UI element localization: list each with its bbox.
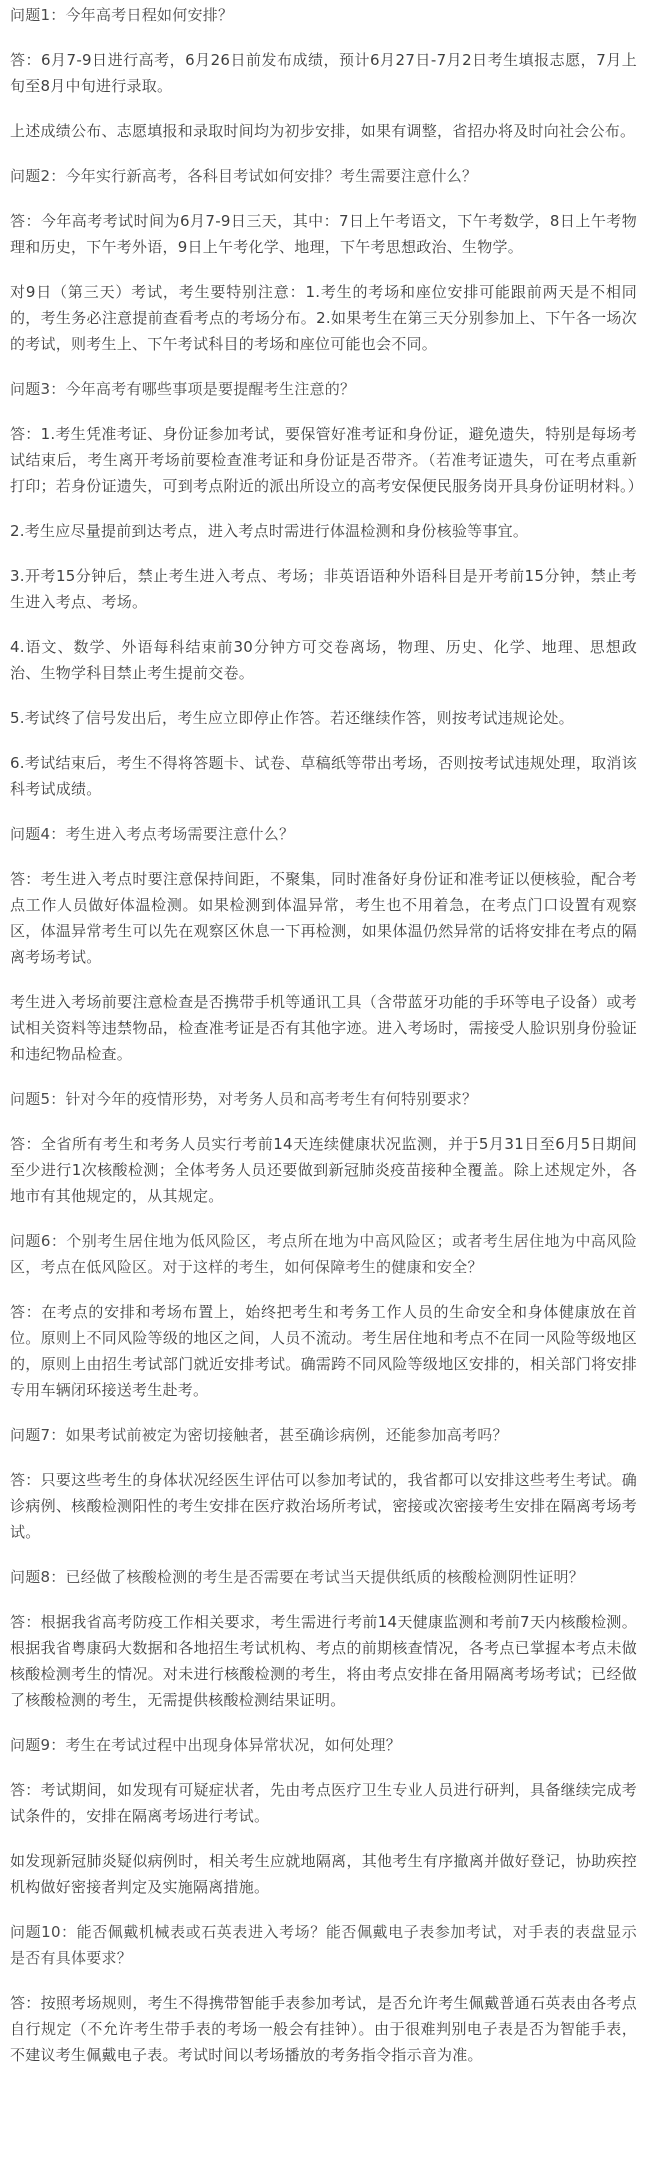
faq-answer-paragraph: 答：今年高考考试时间为6月7-9日三天，其中：7日上午考语文，下午考数学，8日上午考物理和历史，下午考外语，9日上午考化学、地理，下午考思想政治、生物学。 <box>10 212 637 256</box>
faq-answer-paragraph: 答：考试期间，如发现有可疑症状者，先由考点医疗卫生专业人员进行研判，具备继续完成考试条件的，安排在隔离考场进行考试。 <box>10 1781 637 1825</box>
faq-answer-paragraph: 答：全省所有考生和考务人员实行考前14天连续健康状况监测，并于5月31日至6月5日期间至少进行1次核酸检测；全体考务人员还要做到新冠肺炎疫苗接种全覆盖。除上述规定外，各地市有其他规定的，从其规定。 <box>10 1135 637 1205</box>
faq-question: 问题7：如果考试前被定为密切接触者，甚至确诊病例，还能参加高考吗？ <box>10 1426 508 1444</box>
faq-answer-paragraph: 答：1.考生凭准考证、身份证参加考试，要保管好准考证和身份证，避免遗失，特别是每场考试结束后，考生离开考场前要检查准考证和身份证是否带齐。（若准考证遗失，可在考点重新打印；若身份证遗失，可到考点附近的派出所设立的高考安保便民服务岗开具身份证明材料。） <box>10 425 644 495</box>
faq-question: 问题10：能否佩戴机械表或石英表进入考场？能否佩戴电子表参加考试，对手表的表盘显示是否有具体要求？ <box>10 1923 637 1967</box>
faq-answer-paragraph: 考生进入考场前要注意检查是否携带手机等通讯工具（含带蓝牙功能的手环等电子设备）或考试相关资料等违禁物品，检查准考证是否有其他字迹。进入考场时，需接受人脸识别身份验证和违纪物品检查。 <box>10 993 637 1063</box>
faq-answer-paragraph: 答：在考点的安排和考场布置上，始终把考生和考务工作人员的生命安全和身体健康放在首位。原则上不同风险等级的地区之间，人员不流动。考生居住地和考点不在同一风险等级地区的，原则上由招生考试部门就近安排考试。确需跨不同风险等级地区安排的，相关部门将安排专用车辆闭环接送考生赴考。 <box>10 1303 637 1399</box>
faq-question: 问题3：今年高考有哪些事项是要提醒考生注意的？ <box>10 380 356 398</box>
faq-answer-paragraph: 2.考生应尽量提前到达考点，进入考点时需进行体温检测和身份核验等事宜。 <box>10 522 529 540</box>
faq-answer-paragraph: 上述成绩公布、志愿填报和录取时间均为初步安排，如果有调整，省招办将及时向社会公布。 <box>10 122 636 140</box>
faq-question: 问题5：针对今年的疫情形势，对考务人员和高考考生有何特别要求？ <box>10 1090 478 1108</box>
faq-question: 问题9：考生在考试过程中出现身体异常状况，如何处理？ <box>10 1736 402 1754</box>
faq-question: 问题2：今年实行新高考，各科目考试如何安排？考生需要注意什么？ <box>10 167 478 185</box>
faq-answer-paragraph: 答：按照考场规则，考生不得携带智能手表参加考试，是否允许考生佩戴普通石英表由各考点自行规定（不允许考生带手表的考场一般会有挂钟）。由于很难判别电子表是否为智能手表，不建议考生佩戴电子表。考试时间以考场播放的考务指令指示音为准。 <box>10 1994 637 2064</box>
faq-answer-paragraph: 答：6月7-9日进行高考，6月26日前发布成绩，预计6月27日-7月2日考生填报志愿，7月上旬至8月中旬进行录取。 <box>10 51 637 95</box>
faq-answer-paragraph: 3.开考15分钟后，禁止考生进入考点、考场；非英语语种外语科目是开考前15分钟，禁止考生进入考点、考场。 <box>10 567 637 611</box>
faq-question: 问题6：个别考生居住地为低风险区，考点所在地为中高风险区；或者考生居住地为中高风险区，考点在低风险区。对于这样的考生，如何保障考生的健康和安全？ <box>10 1232 637 1276</box>
faq-question: 问题1：今年高考日程如何安排？ <box>10 6 234 24</box>
faq-answer-paragraph: 4.语文、数学、外语每科结束前30分钟方可交卷离场，物理、历史、化学、地理、思想政治、生物学科目禁止考生提前交卷。 <box>10 638 637 682</box>
faq-question: 问题4：考生进入考点考场需要注意什么？ <box>10 825 295 843</box>
faq-answer-paragraph: 6.考试结束后，考生不得将答题卡、试卷、草稿纸等带出考场，否则按考试违规处理，取消该科考试成绩。 <box>10 754 637 798</box>
faq-answer-paragraph: 答：考生进入考点时要注意保持间距，不聚集，同时准备好身份证和准考证以便核验，配合考点工作人员做好体温检测。如果检测到体温异常，考生也不用着急，在考点门口设置有观察区，体温异常考生可以先在观察区休息一下再检测，如果体温仍然异常的话将安排在考点的隔离考场考试。 <box>10 870 637 966</box>
faq-answer-paragraph: 答：只要这些考生的身体状况经医生评估可以参加考试的，我省都可以安排这些考生考试。确诊病例、核酸检测阳性的考生安排在医疗救治场所考试，密接或次密接考生安排在隔离考场考试。 <box>10 1471 637 1541</box>
faq-answer-paragraph: 5.考试终了信号发出后，考生应立即停止作答。若还继续作答，则按考试违规论处。 <box>10 709 574 727</box>
faq-answer-paragraph: 答：根据我省高考防疫工作相关要求，考生需进行考前14天健康监测和考前7天内核酸检测。根据我省粤康码大数据和各地招生考试机构、考点的前期核查情况，各考点已掌握本考点未做核酸检测考生的情况。对未进行核酸检测的考生，将由考点安排在备用隔离考场考试；已经做了核酸检测的考生，无需提供核酸检测结果证明。 <box>10 1613 637 1709</box>
faq-question: 问题8：已经做了核酸检测的考生是否需要在考试当天提供纸质的核酸检测阴性证明？ <box>10 1568 585 1586</box>
faq-answer-paragraph: 对9日（第三天）考试，考生要特别注意：1.考生的考场和座位安排可能跟前两天是不相同的，考生务必注意提前查看考点的考场分布。2.如果考生在第三天分别参加上、下午各一场次的考试，则考生上、下午考试科目的考场和座位可能也会不同。 <box>10 283 637 353</box>
faq-answer-paragraph: 如发现新冠肺炎疑似病例时，相关考生应就地隔离，其他考生有序撤离并做好登记，协助疾控机构做好密接者判定及实施隔离措施。 <box>10 1852 637 1896</box>
